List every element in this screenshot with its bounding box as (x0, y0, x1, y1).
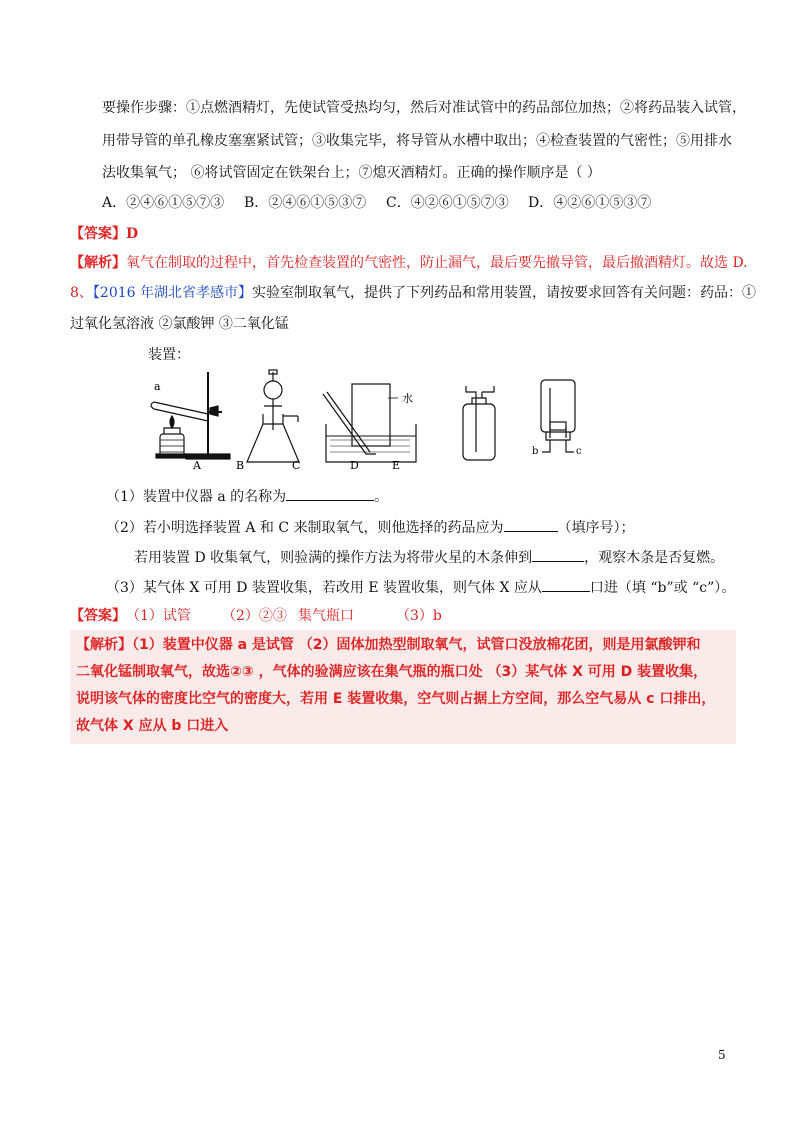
q8-answer-4: （3）b (396, 608, 442, 624)
apparatus-label: 装置： (148, 347, 190, 363)
q8-stem-text: 实验室制取氧气，提供了下列药品和常用装置，请按要求回答有关问题：药品：① (252, 285, 757, 301)
q8-answer-2: （2）②③ (222, 608, 287, 624)
q8-sub3 (106, 577, 735, 598)
label-a: a (154, 380, 161, 393)
sub2b-text: 若用装置 D 收集氧气，则验满的操作方法为将带火星的木条伸到 (134, 550, 533, 566)
answer-label: 【答案】 (70, 226, 126, 242)
q7-stem-line3: 法收集氧气； ⑥将试管固定在铁架台上；⑦熄灭酒精灯。正确的操作顺序是（ ） (102, 165, 601, 181)
gas-bottle (463, 386, 495, 460)
q7-option-d: D．④②⑥①⑤③⑦ (528, 195, 652, 211)
sub3-text: （3）某气体 X 可用 D 装置收集，若改用 E 装置收集，则气体 X 应从 (106, 580, 542, 596)
apparatus-figure (140, 368, 590, 472)
collecting-bottle-e (541, 380, 575, 452)
sub1-blank (286, 486, 374, 501)
q8-sub2b (134, 547, 724, 568)
q7-option-a: A．②④⑥①⑤⑦③ (102, 195, 225, 211)
sub2-end: （填序号）； (557, 520, 635, 536)
label-water: 水 (402, 392, 413, 405)
page-number: 5 (718, 1048, 726, 1062)
label-B: B (236, 459, 245, 472)
q7-stem-line1: 要操作步骤：①点燃酒精灯，先使试管受热均匀，然后对准试管中的药品部位加热；②将药品装入试管， (102, 100, 746, 116)
q8-answer (70, 606, 442, 626)
q8-stem-line2: 过氧化氢溶液 ②氯酸钾 ③二氧化锰 (70, 316, 289, 332)
label-b: b (532, 446, 539, 457)
q8-source: 【2016 年湖北省孝感市】 (92, 285, 253, 301)
q8-answer-3: 集气瓶口 (298, 608, 354, 624)
q8-analysis-line3: 说明该气体的密度比空气的密度大，若用 E 装置收集，空气则占据上方空间，那么空气易从 c 口排出， (76, 691, 716, 707)
q8-sub1 (106, 486, 388, 507)
label-c: c (576, 446, 582, 457)
q7-answer (70, 224, 138, 244)
sub1-text: （1）装置中仪器 a 的名称为 (106, 489, 287, 505)
q7-option-c: C．④②⑥①⑤⑦③ (386, 195, 509, 211)
q8-analysis-line1: 【解析】（1）装置中仪器 a 是试管 （2）固体加热型制取氧气，试管口没放棉花团，则是用氯酸钾和 (76, 637, 701, 653)
label-E: E (392, 459, 401, 472)
q8-analysis-line4: 故气体 X 应从 b 口进入 (76, 718, 229, 734)
sub1-end: 。 (374, 489, 389, 505)
sub2b-end: ，观察木条是否复燃。 (584, 550, 725, 566)
sub2b-blank (532, 547, 584, 562)
q8-stem-line1 (70, 283, 756, 303)
label-C: C (292, 459, 301, 472)
q8-sub2 (106, 517, 635, 538)
q7-stem-line2: 用带导管的单孔橡皮塞塞紧试管；③收集完毕，将导管从水槽中取出；④检查装置的气密性；⑤用排水 (102, 133, 732, 149)
analysis-label: 【解析】 (70, 255, 126, 271)
q8-analysis-line2: 二氧化锰制取氧气，故选②③ ，气体的验满应该在集气瓶的瓶口处 （3）某气体 X 可用 D 装置收集， (76, 664, 708, 680)
sub2-text: （2）若小明选择装置 A 和 C 来制取氧气，则他选择的药品应为 (106, 520, 504, 536)
q8-answer-1: （1）试管 (126, 608, 191, 624)
analysis-text: 氧气在制取的过程中，首先检查装置的气密性，防止漏气，最后要先撤导管，最后撤酒精灯。故选 D. (126, 255, 748, 271)
sub3-end: 口进（填 “b”或 “c”）。 (589, 580, 736, 596)
answer-value: D (126, 226, 139, 242)
q8-number: 8、 (70, 285, 93, 301)
q8-analysis-box (70, 630, 736, 744)
apparatus-a (151, 372, 230, 459)
label-D: D (350, 459, 359, 472)
sub3-blank (542, 577, 590, 592)
q7-analysis (70, 253, 748, 273)
q8-answer-label: 【答案】 (70, 608, 126, 624)
q7-option-b: B．②④⑥①⑤③⑦ (244, 195, 367, 211)
label-A: A (193, 459, 201, 472)
sub2-blank (504, 517, 558, 532)
apparatus-b-c (247, 370, 299, 462)
